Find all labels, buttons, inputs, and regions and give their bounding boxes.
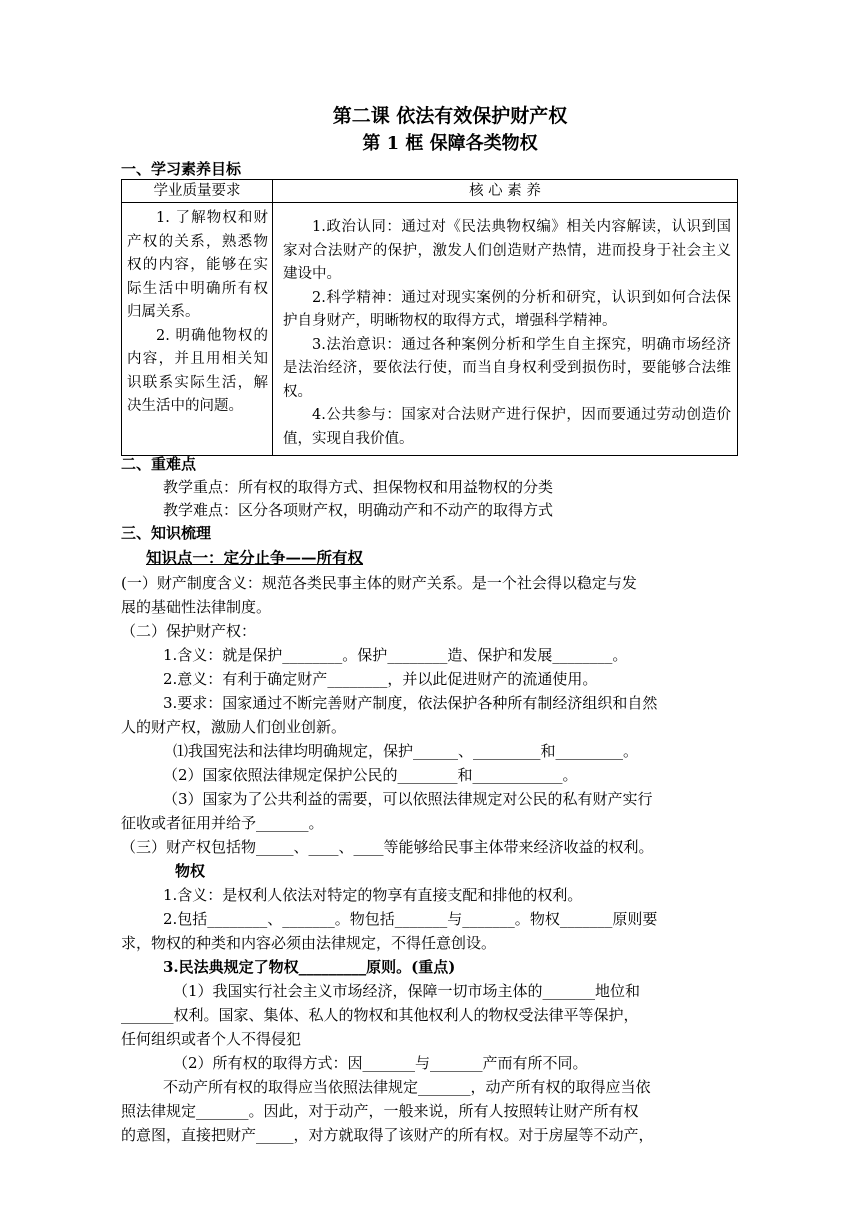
text-line: 1.含义：就是保护________。保护________造、保护和发展________。 — [163, 646, 628, 664]
literacy-item: 1.政治认同：通过对《民法典物权编》相关内容解读，认识到国家对合法财产的保护，激发人们创造财产热情，进而投身于社会主义建设中。 — [283, 219, 731, 282]
section-subtitle: 第 1 框 保障各类物权 — [362, 133, 538, 154]
core-literacy-cell — [273, 203, 738, 456]
knowledge-point-1-heading: 知识点一：定分止争——所有权 — [146, 548, 364, 567]
text-line: （2）国家依照法律规定保护公民的________和____________。 — [163, 766, 578, 784]
heading-knowledge: 三、知识梳理 — [121, 524, 212, 542]
text-line: （1）我国实行社会主义市场经济，保障一切市场主体的_______地位和 — [173, 982, 641, 1000]
text-line: 2.意义：有利于确定财产________，并以此促进财产的流通使用。 — [163, 670, 598, 688]
goals-table — [121, 179, 738, 456]
text-line: (一）财产制度含义：规范各类民事主体的财产关系。是一个社会得以稳定与发 — [121, 574, 637, 592]
heading-learning-goals: 一、学习素养目标 — [121, 160, 242, 178]
text-line: 征收或者征用并给予_______。 — [121, 814, 324, 832]
text-line: （3）国家为了公共利益的需要，可以依照法律规定对公民的私有财产实行 — [163, 790, 653, 808]
text-line: 不动产所有权的取得应当依照法律规定_______，动产所有权的取得应当依 — [163, 1078, 651, 1096]
table-header-right: 核 心 素 养 — [273, 180, 738, 203]
text-line: （2）所有权的取得方式：因_______与_______产而有所不同。 — [173, 1054, 588, 1072]
heading-key-difficult: 二、重难点 — [121, 455, 197, 473]
text-line: 人的财产权，激励人们创业创新。 — [121, 718, 347, 736]
text-line: 3.要求：国家通过不断完善财产制度，依法保护各种所有制经济组织和自然 — [163, 694, 658, 712]
literacy-item: 2.科学精神：通过对现实案例的分析和研究，认识到如何合法保护自身财产，明晰物权的取得方式，增强科学精神。 — [283, 289, 731, 329]
quality-requirements-cell — [122, 203, 273, 456]
text-line: 2.包括________、_______。物包括_______与_______。物权_______原则要 — [163, 910, 658, 928]
literacy-item: 4.公共参与：国家对合法财产进行保护，因而要通过劳动创造价值，实现自我价值。 — [283, 407, 731, 447]
requirement-1: 1. 了解物权和财产权的关系，熟悉物权的内容，能够在实际生活中明确所有权归属关系。 — [127, 210, 268, 320]
text-line: 求，物权的种类和内容必须由法律规定，不得任意创设。 — [121, 934, 497, 952]
text-line: _______权利。国家、集体、私人的物权和其他权利人的物权受法律平等保护， — [121, 1006, 639, 1024]
text-line: 照法律规定_______。因此，对于动产，一般来说，所有人按照转让财产所有权 — [121, 1102, 639, 1120]
lesson-title: 第二课 依法有效保护财产权 — [332, 105, 568, 127]
text-line: 1.含义：是权利人依法对特定的物享有直接支配和排他的权利。 — [163, 886, 583, 904]
requirement-2: 2. 明确他物权的内容，并且用相关知识联系实际生活，解决生活中的问题。 — [127, 327, 268, 414]
teaching-key-point: 教学重点：所有权的取得方式、担保物权和用益物权的分类 — [163, 478, 554, 496]
text-line-emphasis: 3.民法典规定了物权_________原则。(重点) — [163, 958, 456, 976]
subheading-property-right: 物权 — [175, 862, 206, 880]
text-line: 任何组织或者个人不得侵犯 — [121, 1030, 302, 1048]
teaching-difficulty: 教学难点：区分各项财产权，明确动产和不动产的取得方式 — [163, 501, 554, 519]
literacy-item: 3.法治意识：通过各种案例分析和学生自主探究，明确市场经济是法治经济，要依法行使，而当自身权利受到损伤时，要能够合法维权。 — [283, 336, 731, 400]
text-line: （三）财产权包括物_____、____、____等能够给民事主体带来经济收益的权利。 — [121, 838, 654, 856]
text-line: 的意图，直接把财产_____，对方就取得了该财产的所有权。对于房屋等不动产， — [121, 1126, 654, 1144]
text-line: （二）保护财产权： — [121, 622, 257, 640]
text-line: ⑴我国宪法和法律均明确规定，保护______、_________和_________。 — [173, 742, 639, 760]
table-header-left: 学业质量要求 — [122, 180, 273, 203]
text-line: 展的基础性法律制度。 — [121, 598, 272, 616]
